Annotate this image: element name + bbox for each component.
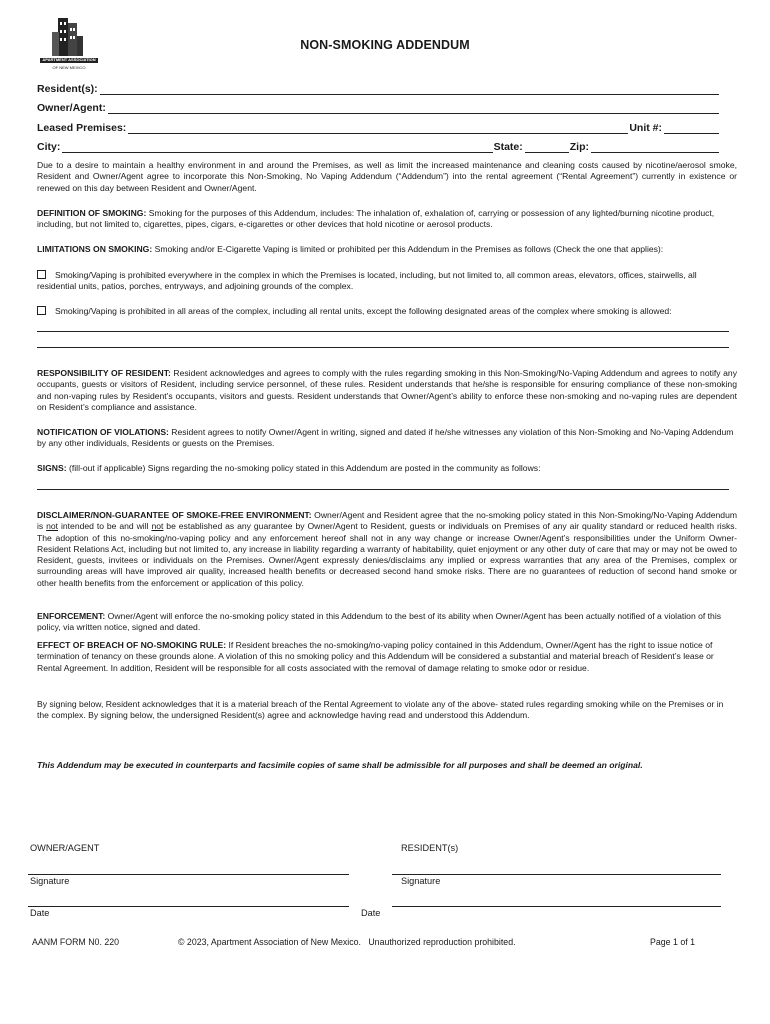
resident-signature-caption: Signature	[401, 876, 441, 886]
option-2-text: Smoking/Vaping is prohibited in all areas of the complex, including all rental units, except the following designated areas of the complex where smoking is allowed:	[55, 306, 672, 316]
copyright-notice: © 2023, Apartment Association of New Mexico. Unauthorized reproduction prohibited.	[178, 937, 516, 947]
disclaimer-heading: DISCLAIMER/NON-GUARANTEE OF SMOKE-FREE ENVIRONMENT:	[37, 510, 312, 520]
resident-signature-line[interactable]	[392, 874, 721, 875]
page-number: Page 1 of 1	[650, 937, 695, 947]
logo-line-1: APARTMENT ASSOCIATION	[42, 57, 96, 62]
form-number: AANM FORM N0. 220	[32, 937, 120, 947]
designated-areas-line-2[interactable]	[37, 347, 729, 348]
disclaimer-text-b: intended to be and will	[58, 521, 152, 532]
definition-heading: DEFINITION OF SMOKING:	[37, 208, 147, 218]
owner-agent-field[interactable]	[108, 102, 719, 114]
owner-agent-date-line[interactable]	[28, 906, 349, 907]
notification-text: Resident agrees to notify Owner/Agent in writing, signed and dated if he/she witnesses any violation of this Non-Smoking and No-Vaping Addendum by any other individuals, Residents or guests on the Premises.	[37, 427, 734, 449]
state-field[interactable]	[525, 141, 569, 153]
resident-date-caption: Date	[361, 908, 381, 918]
page-title: NON-SMOKING ADDENDUM	[300, 38, 470, 52]
resident-date-line[interactable]	[392, 906, 721, 907]
responsibility-heading: RESPONSIBILITY OF RESIDENT:	[37, 368, 171, 378]
option-1-text: Smoking/Vaping is prohibited everywhere in the complex in which the Premises is located, including, but not limited to, all common areas, elevators, offices, stairwells, all residential units, patios, porches, entryways, and adjoining grounds of the complex.	[37, 270, 697, 292]
owner-agent-signature-caption: Signature	[30, 876, 70, 886]
limitations-option-2	[37, 306, 737, 317]
state-label: State:	[493, 141, 523, 153]
definition-section	[37, 208, 737, 231]
limitations-text: Smoking and/or E-Cigarette Vaping is limited or prohibited per this Addendum in the Premises as follows (Check the one that applies):	[152, 244, 664, 254]
resident-signature-label: RESIDENT(s)	[401, 843, 459, 853]
unit-field[interactable]	[664, 122, 719, 134]
owner-agent-row	[37, 99, 719, 114]
designated-areas-line-1[interactable]	[37, 331, 729, 332]
limitations-option-1	[37, 270, 737, 293]
city-field[interactable]	[62, 141, 492, 153]
responsibility-section	[37, 368, 737, 413]
residents-row	[37, 80, 719, 95]
signs-heading: SIGNS:	[37, 463, 67, 473]
leased-premises-label: Leased Premises:	[37, 122, 127, 134]
residents-label: Resident(s):	[37, 83, 98, 95]
city-label: City:	[37, 141, 61, 153]
logo-line-2: OF NEW MEXICO	[52, 65, 86, 70]
option-2-checkbox[interactable]	[37, 306, 46, 315]
option-1-checkbox[interactable]	[37, 270, 46, 279]
limitations-heading: LIMITATIONS ON SMOKING:	[37, 244, 153, 254]
disclaimer-text-c: be established as any guarantee by Owner/Agent to Resident, guests or individuals on Premises of any air quality standard or reduced health risks. The adoption of this no-smoking/no-vaping policy and any enforcement hereof shall not in any way change or increase Owner/Agent’s responsibilities under the Uniform Owner-Resident Relations Act, including but not limited to, any increase in liability regarding a warranty of habitability, quiet enjoyment or any other duty of care that may or may not be owed to Resident, guests, invitees or individuals on the Premises. Owner/Agent expressly denies/disclaims any implied or express warranties that any area of the Premises, complex or surrounding areas will have improved air quality, increased health benefits or decreased second hand smoke risks. There are no guarantees of reduction of second hand smoke or other health benefits from the enforcement or application of this policy.	[37, 521, 737, 588]
owner-agent-signature-line[interactable]	[28, 874, 349, 875]
signs-line[interactable]	[37, 489, 729, 490]
limitations-section	[37, 244, 737, 255]
enforcement-text: Owner/Agent will enforce the no-smoking policy stated in this Addendum to the best of its ability when Owner/Agent has been actually notified of a violation of this policy, via written notice, signed and dated.	[37, 611, 722, 633]
zip-field[interactable]	[591, 141, 719, 153]
responsibility-text: Resident acknowledges and agrees to comply with the rules regarding smoking in this Non-Smoking/No-Vaping Addendum and agrees to notify any occupants, guests or visitors of Resident, including service personnel, of these rules. Resident understands that he/she is responsible for ensuring compliance of these non-smoking and non-vaping rules by Resident’s occupants, visitors and guests. Resident understands that Owner/Agent’s ability to enforce these non-smoking and no-vaping rules are dependent on Resident’s compliance and assistance.	[37, 368, 737, 412]
city-row	[37, 138, 719, 153]
owner-agent-signature-label: OWNER/AGENT	[30, 843, 100, 853]
notification-section	[37, 427, 737, 450]
counterparts-paragraph: This Addendum may be executed in counterparts and facsimile copies of same shall be admissible for all purposes and shall be deemed an original.	[37, 760, 643, 770]
disclaimer-not-1: not	[46, 521, 59, 532]
signs-section	[37, 463, 737, 474]
breach-heading: EFFECT OF BREACH OF NO-SMOKING RULE:	[37, 640, 227, 650]
enforcement-heading: ENFORCEMENT:	[37, 611, 106, 621]
intro-paragraph: Due to a desire to maintain a healthy environment in and around the Premises, as well as limit the increased maintenance and cleaning costs caused by nicotine/aerosol smoke, Resident and Owner/Agent agree to incorporate this Non-Smoking, No Vaping Addendum (“Addendum”) into the rental agreement (“Rental Agreement”) currently in existence or renewed on this day between Resident and Owner/Agent.	[37, 160, 737, 193]
disclaimer-section	[37, 510, 737, 589]
breach-section	[37, 640, 737, 674]
signing-paragraph: By signing below, Resident acknowledges that it is a material breach of the Rental Agreement to violate any of the above- stated rules regarding smoking while on the Premises or in the complex. By signing below, the undersigned Resident(s) agree and acknowledge having read and understood this Addendum.	[37, 699, 724, 721]
leased-premises-row	[37, 119, 719, 134]
residents-field[interactable]	[100, 83, 719, 95]
notification-heading: NOTIFICATION OF VIOLATIONS:	[37, 427, 169, 437]
breach-text: If Resident breaches the no-smoking/no-vaping policy contained in this Addendum, Owner/Agent has the right to issue notice of termination of tenancy on these grounds alone. A violation of this no smoking policy and this Addendum will be considered a substantial and material breach of Resident’s lease or Rental Agreement. In addition, Resident will be responsible for all costs associated with the removal of damage relating to smoke odor or residue.	[37, 640, 714, 673]
definition-text: Smoking for the purposes of this Addendum, includes: The inhalation of, exhalation of, carrying or possession of any lighted/burning nicotine product, including, but not limited to, cigarettes, pipes, cigars, e-cigarettes or other devices that hold nicotine or aerosol products.	[37, 208, 715, 230]
unit-label: Unit #:	[629, 122, 662, 134]
leased-premises-field[interactable]	[128, 122, 628, 134]
owner-agent-label: Owner/Agent:	[37, 102, 106, 114]
signs-text: (fill-out if applicable) Signs regarding the no-smoking policy stated in this Addendum are posted in the community as follows:	[66, 463, 541, 473]
zip-label: Zip:	[569, 141, 589, 153]
disclaimer-text-a: Owner/Agent and Resident agree that the no-smoking policy stated in this Non-Smoking/No-Vaping Addendum is	[37, 510, 738, 532]
owner-agent-date-caption: Date	[30, 908, 50, 918]
enforcement-section	[37, 611, 737, 634]
disclaimer-not-2: not	[151, 521, 164, 532]
